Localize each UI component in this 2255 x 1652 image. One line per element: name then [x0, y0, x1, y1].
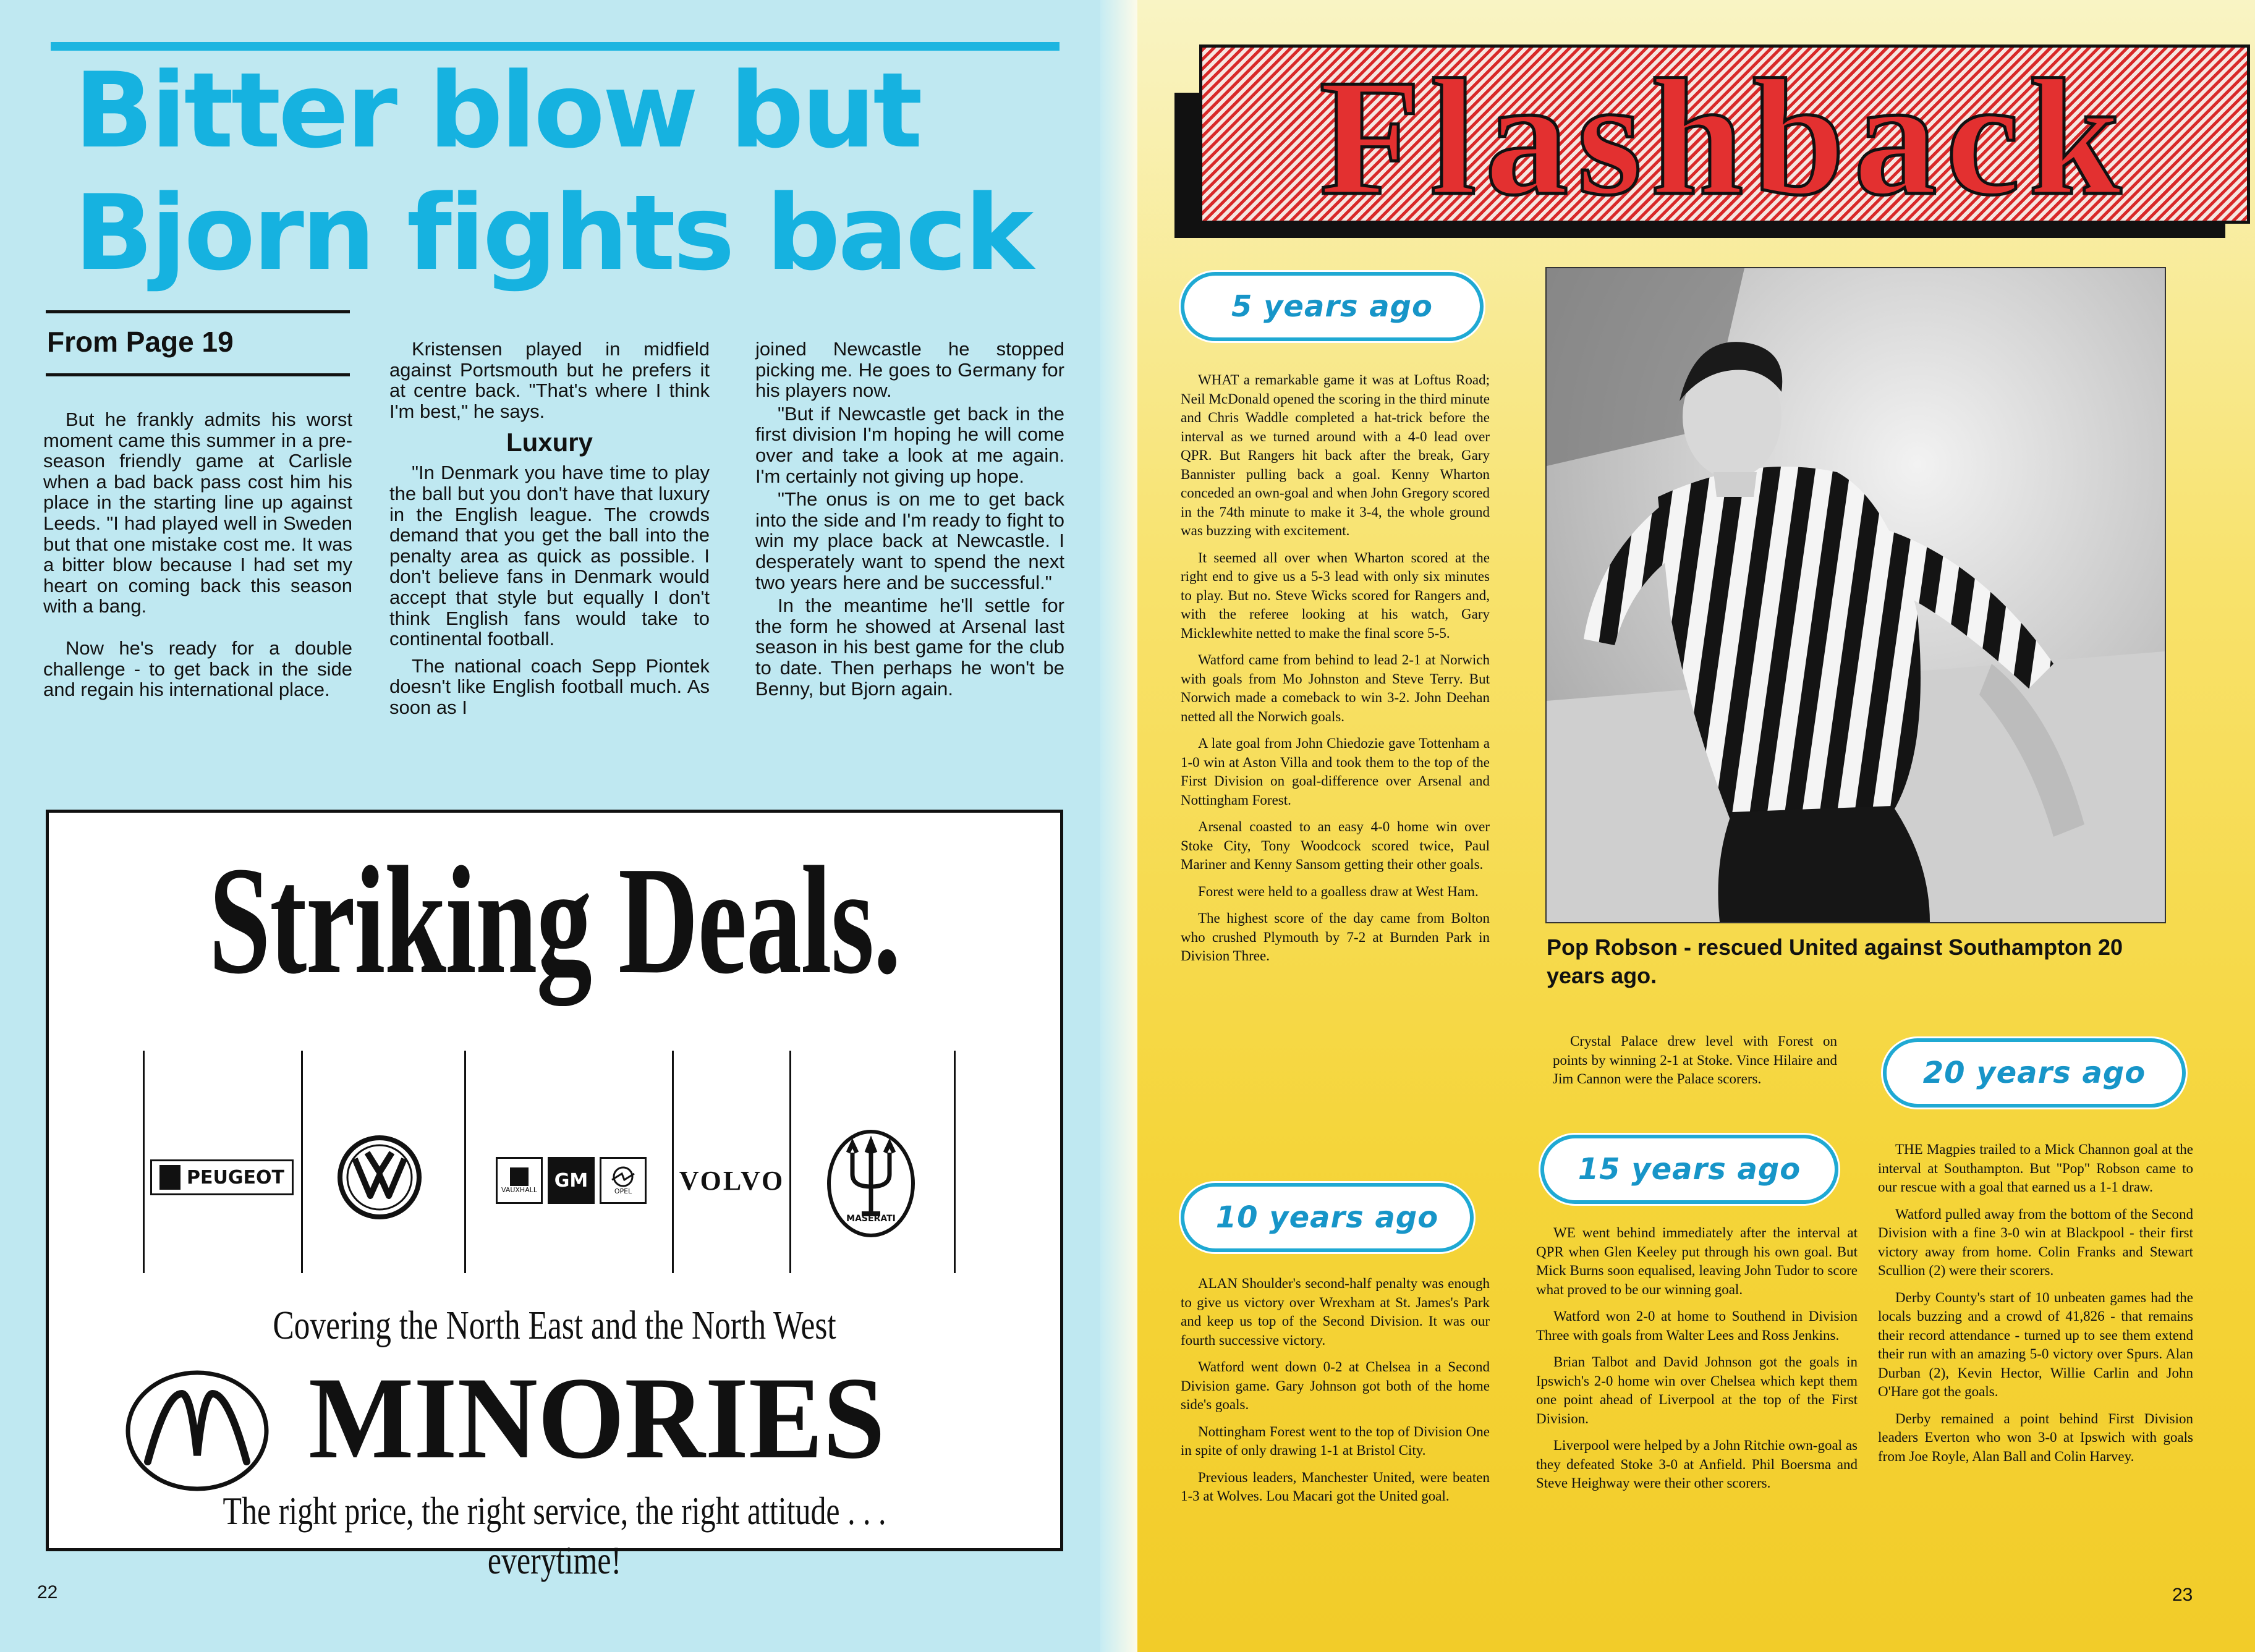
- flashback-banner: [1199, 44, 2250, 230]
- article-paragraph: "In Denmark you have time to play the ball but you don't have that luxury in the English league. The crowds demand that you get the ball into the penalty area as quick as possible. I don't believe fans in Denmark would accept that style but equally I don't think English fans would take to continental football.: [389, 462, 710, 650]
- label-15-years-ago: [1540, 1135, 1838, 1204]
- divider-line: [464, 1051, 466, 1273]
- maserati-label: MASERATI: [846, 1214, 896, 1224]
- subheading-luxury: Luxury: [506, 428, 593, 457]
- peugeot-logo: [142, 1159, 302, 1196]
- from-page-label: From Page 19: [47, 326, 234, 358]
- flashback-paragraph: THE Magpies trailed to a Mick Channon goal at the interval at Southampton. But "Pop" Robson came to our rescue with a goal that earned us a 1-1 draw.: [1878, 1142, 2193, 1195]
- magazine-spine: [1100, 0, 1137, 1652]
- opel-label: OPEL: [614, 1187, 632, 1195]
- volkswagen-logo-icon: [330, 1134, 429, 1221]
- flashback-paragraph: Derby remained a point behind First Division leaders Everton who won 3-0 at Ipswich with goals from Joe Royle, Alan Ball and Colin Harvey.: [1878, 1410, 2193, 1464]
- from-page-top-rule: [46, 310, 350, 313]
- flashback-paragraph: Nottingham Forest went to the top of Division One in spite of only drawing 1-1 at Bristol City.: [1181, 1423, 1490, 1458]
- vauxhall-label: VAUXHALL: [501, 1185, 537, 1194]
- flashback-paragraph: Brian Talbot and David Johnson got the goals in Ipswich's 2-0 home win over Chelsea which kept them one point ahead of Liverpool at the top of the First Division.: [1536, 1354, 1858, 1426]
- flashback-paragraph: Arsenal coasted to an easy 4-0 home win over Stoke City, Tony Woodcock scored twice, Paul Mariner and Kenny Sansom getting their other goals.: [1181, 819, 1490, 872]
- photo-caption: Pop Robson - rescued United against Southampton 20 years ago.: [1547, 934, 2123, 988]
- vauxhall-griffin-icon: [496, 1157, 543, 1204]
- gm-logo-icon: [548, 1157, 595, 1204]
- player-photo: [1545, 267, 2166, 923]
- divider-line: [954, 1051, 956, 1273]
- advert-company-name: MINORIES: [308, 1353, 885, 1483]
- flashback-paragraph: A late goal from John Chiedozie gave Tottenham a 1-0 win at Aston Villa and took them to the top of the First Division on goal-difference over Arsenal and Nottingham Forest.: [1181, 735, 1490, 808]
- page-number-left: 22: [37, 1582, 58, 1603]
- column-5-years-ago: [1181, 371, 1490, 974]
- article-paragraph: Kristensen played in midfield against Portsmouth but he prefers it at centre back. "That's where I think I'm best," he says.: [389, 338, 710, 422]
- minories-logo-icon: [123, 1369, 284, 1493]
- headline: [74, 49, 1063, 294]
- column-15-years-ago: [1536, 1224, 1858, 1501]
- article-paragraph: "But if Newcastle get back in the first division I'm hoping he will come over and take a look at me again. I'm certainly not giving up hope.: [755, 402, 1064, 487]
- from-page-bottom-rule: [46, 373, 350, 376]
- article-paragraph: joined Newcastle he stopped picking me. He goes to Germany for his players now.: [755, 338, 1064, 402]
- column-crystal-palace: [1553, 1032, 1837, 1097]
- article-paragraph: The national coach Sepp Piontek doesn't like English football much. As soon as I: [389, 654, 710, 718]
- headline-line-1: Bitter blow but: [74, 50, 920, 171]
- peugeot-lion-icon: [159, 1165, 180, 1190]
- flashback-paragraph: Crystal Palace drew level with Forest on points by winning 2-1 at Stoke. Vince Hilaire and Jim Cannon were the Palace scorers.: [1553, 1033, 1837, 1087]
- article-column-1: [43, 409, 352, 721]
- flashback-paragraph: Derby County's start of 10 unbeaten games had the locals buzzing and a crowd of 41,826 - that remains their record attendance - turned up to see them extend their run with an amazing 5-0 victory over Spurs. Alan Durban (2), Kevin Hector, Willie Carlin and John O'Hare got the goals.: [1878, 1289, 2193, 1399]
- page-number-right: 23: [2172, 1585, 2193, 1605]
- flashback-paragraph: Watford went down 0-2 at Chelsea in a Second Division game. Gary Johnson got both of the home side's goals.: [1181, 1359, 1490, 1412]
- flashback-title: Flashback: [1319, 45, 2130, 230]
- maserati-logo: [822, 1125, 920, 1242]
- advert-coverage-text: Covering the North East and the North West: [273, 1303, 836, 1348]
- article-column-2: [389, 339, 710, 739]
- flashback-paragraph: ALAN Shoulder's second-half penalty was enough to give us victory over Wrexham at St. James's Park and keep us top of the Second Division. It was our fourth successive victory.: [1181, 1276, 1490, 1348]
- label-5-years-ago: [1181, 272, 1484, 341]
- label-20-years-ago: [1883, 1038, 2186, 1108]
- right-page: [1119, 0, 2255, 1652]
- flashback-paragraph: It seemed all over when Wharton scored at the right end to give us a 5-3 lead with only six minutes to play. But no. Steve Wicks scored for Rangers and, with the referee looking at his watch, Gary Micklewhite netted to make the final score 5-5.: [1181, 549, 1490, 641]
- opel-logo-icon: [600, 1157, 647, 1204]
- article-paragraph: But he frankly admits his worst moment came this summer in a pre-season friendly game at Carlisle when a bad back pass cost him his place in the starting line up against Leeds. "I had played well in Sweden but that one mistake cost me. It was a bitter blow because I had set my heart on coming back this season with a bang.: [43, 409, 352, 617]
- column-20-years-ago: [1878, 1140, 2193, 1474]
- headline-line-2: Bjorn fights back: [74, 172, 1032, 294]
- article-paragraph: In the meantime he'll settle for the form he showed at Arsenal last season in his best game for the club to date. Then perhaps he won't be Benny, but Bjorn again.: [755, 595, 1064, 700]
- label-10-years-ago: [1181, 1183, 1474, 1252]
- flashback-paragraph: Previous leaders, Manchester United, were beaten 1-3 at Wolves. Lou Macari got the United goal.: [1181, 1469, 1490, 1504]
- flashback-paragraph: Forest were held to a goalless draw at West Ham.: [1198, 883, 1479, 899]
- label-15-years-ago-text: 15 years ago: [1578, 1152, 1801, 1187]
- flashback-paragraph: WHAT a remarkable game it was at Loftus Road; Neil McDonald opened the scoring in the third minute and Chris Waddle completed a hat-trick before the interval as we turned around with a 4-0 lead over QPR. But Rangers hit back after the break, Gary Bannister pulling back a goal. Kenny Wharton conceded an own-goal and when John Gregory scored in the 74th minute to make it 3-4, the whole ground was buzzing with excitement.: [1181, 372, 1490, 538]
- volvo-label: VOLVO: [679, 1165, 785, 1196]
- column-10-years-ago: [1181, 1274, 1490, 1514]
- flashback-paragraph: The highest score of the day came from Bolton who crushed Plymouth by 7-2 at Burnden Park in Division Three.: [1181, 910, 1490, 964]
- article-column-3: [755, 339, 1064, 720]
- advert-tagline: The right price, the right service, the right attitude . . . everytime!: [223, 1489, 886, 1582]
- label-10-years-ago-text: 10 years ago: [1215, 1200, 1439, 1235]
- left-page: [0, 0, 1119, 1652]
- flashback-paragraph: Watford pulled away from the bottom of the Second Division with a fine 3-0 win at Blackpool - their first victory away from home. Colin Franks and Stewart Scullion (2) were their scorers.: [1878, 1206, 2193, 1278]
- article-paragraph: "The onus is on me to get back into the side and I'm ready to fight to win my place back at Newcastle. I desperately want to spend the next two years here and be successful.": [755, 488, 1064, 593]
- label-20-years-ago-text: 20 years ago: [1922, 1056, 2146, 1090]
- vauxhall-gm-opel-logos: [475, 1156, 667, 1205]
- minories-advert: [46, 810, 1063, 1582]
- label-5-years-ago-text: 5 years ago: [1231, 289, 1433, 324]
- gm-label: GM: [554, 1169, 588, 1192]
- article-paragraph: Now he's ready for a double challenge - to get back in the side and regain his international place.: [43, 637, 352, 701]
- flashback-paragraph: Liverpool were helped by a John Ritchie own-goal as they defeated Stoke 3-0 at Anfield. Phil Boersma and Steve Heighway were their other scorers.: [1536, 1438, 1858, 1491]
- advert-title: Striking Deals.: [208, 835, 901, 1006]
- flashback-paragraph: WE went behind immediately after the interval at QPR when Glen Keeley put through his own goal. But Mick Burns soon equalised, leaving John Tudor to score what proved to be our winning goal.: [1536, 1225, 1858, 1297]
- volvo-logo: [673, 1159, 791, 1202]
- peugeot-label: PEUGEOT: [187, 1166, 284, 1188]
- flashback-paragraph: Watford won 2-0 at home to Southend in Division Three with goals from Walter Lees and Ross Jenkins.: [1536, 1308, 1858, 1343]
- flashback-paragraph: Watford came from behind to lead 2-1 at Norwich with goals from Mo Johnston and Steve Terry. But Norwich made a comeback to win 3-2. John Deehan netted all the Norwich goals.: [1181, 652, 1490, 724]
